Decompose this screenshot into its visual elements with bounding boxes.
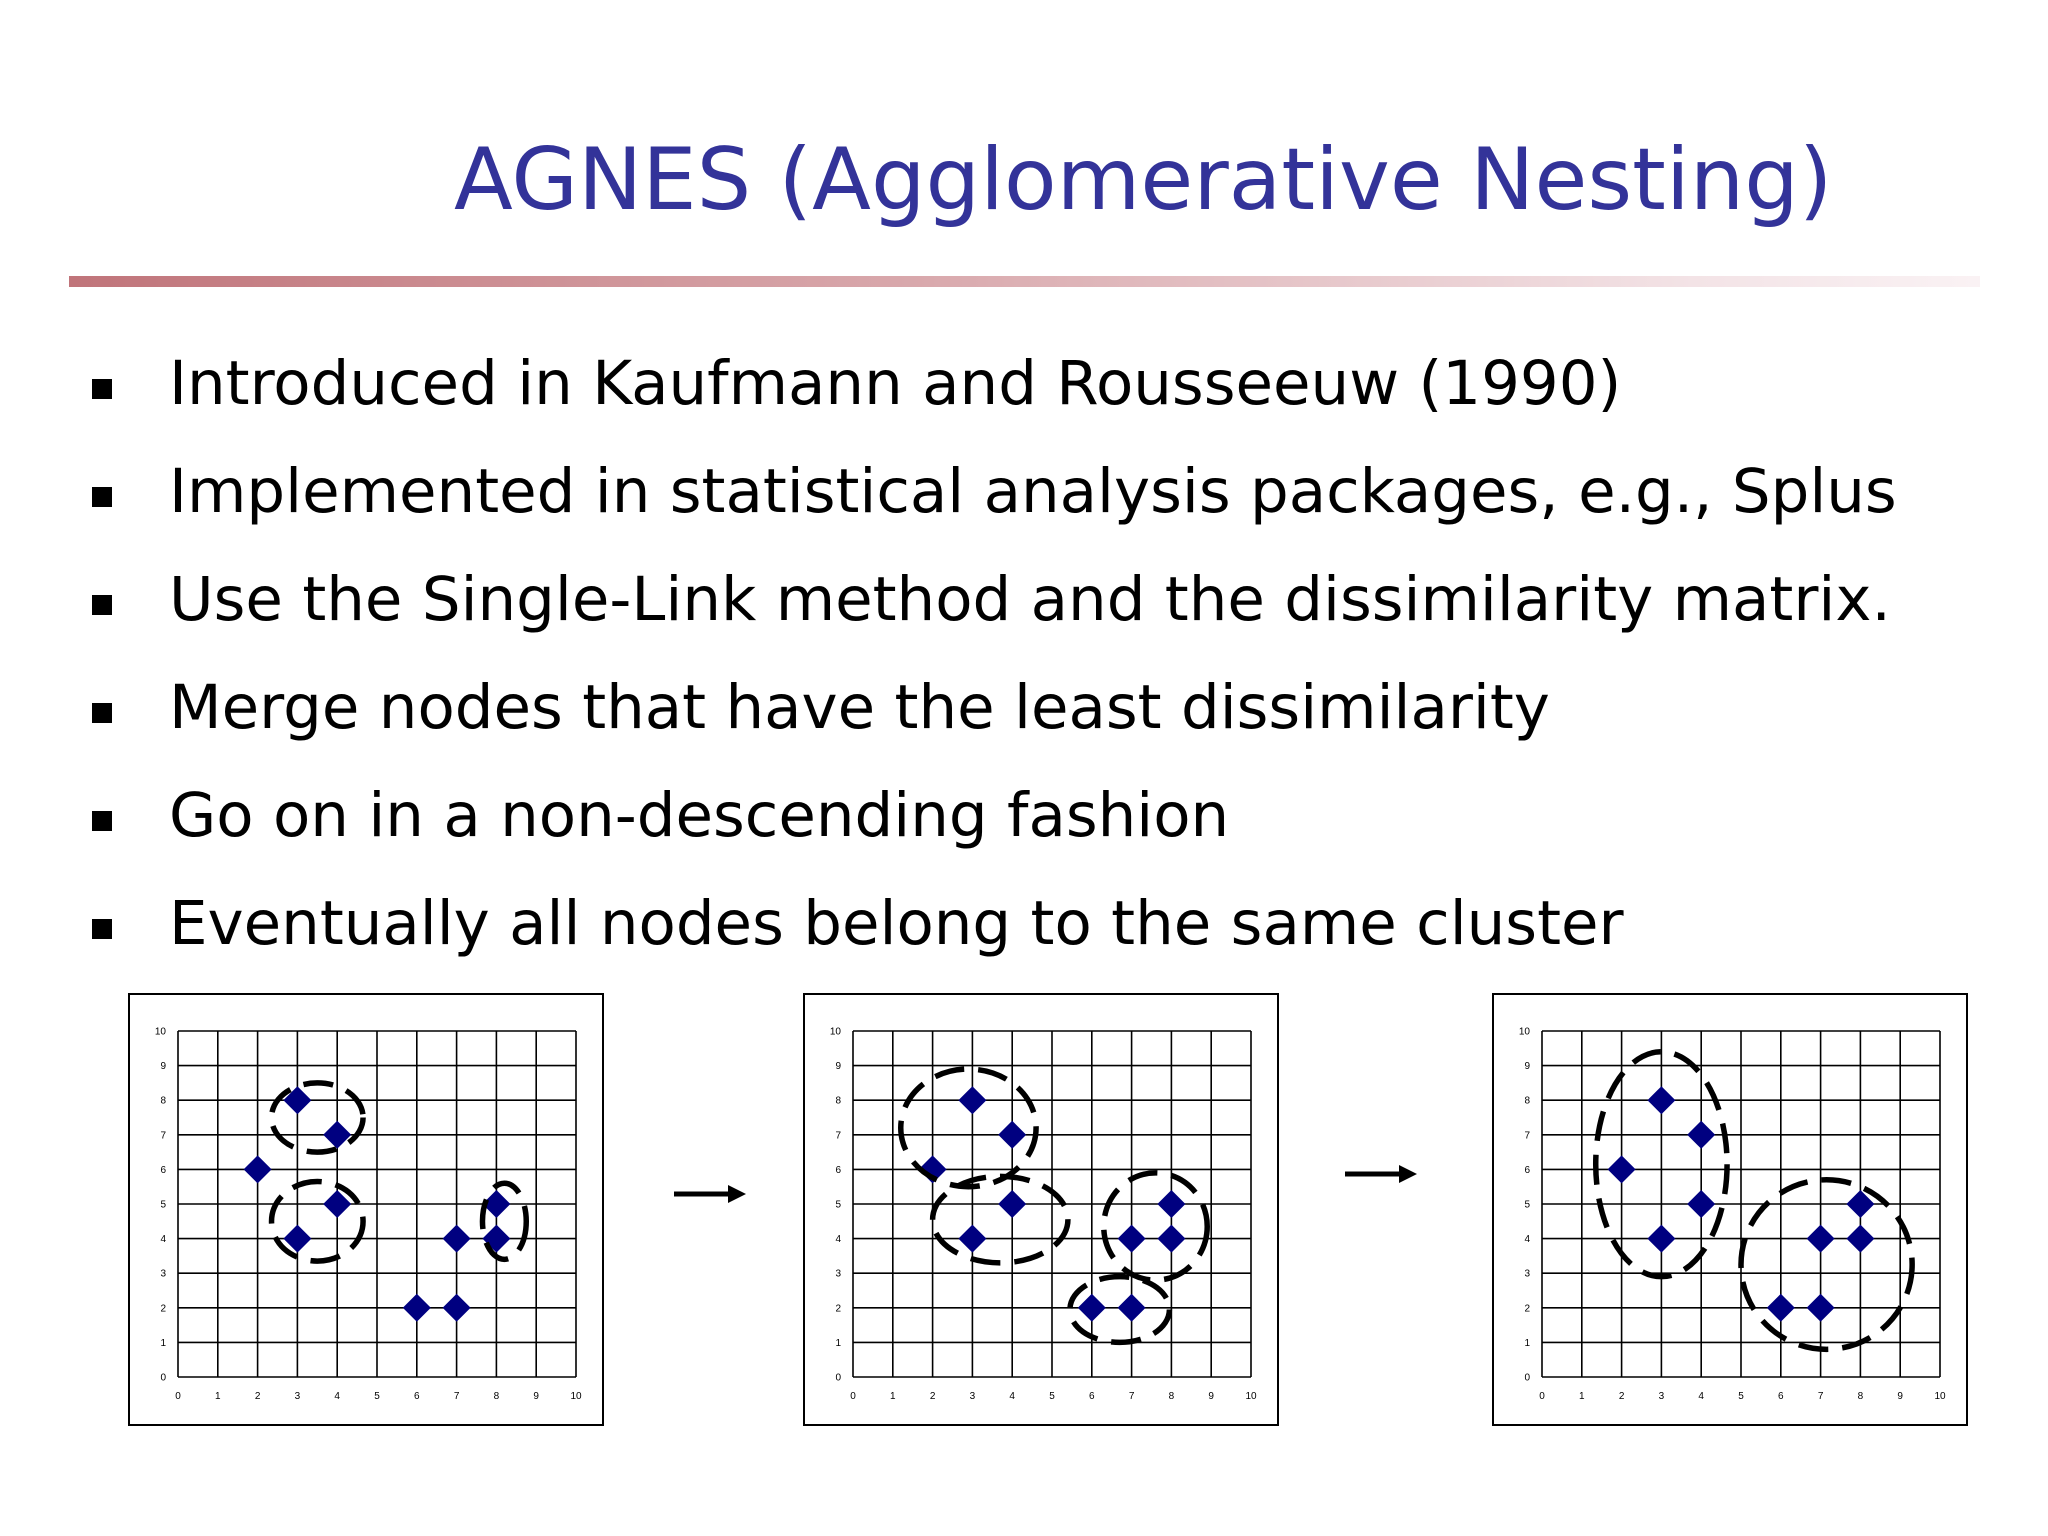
data-point-diamond — [1767, 1294, 1795, 1322]
y-tick-label: 5 — [1524, 1199, 1530, 1211]
cluster-boundary — [272, 1182, 364, 1262]
x-tick-label: 4 — [1009, 1391, 1015, 1402]
chart-canvas — [130, 995, 606, 1428]
y-tick-label: 0 — [835, 1372, 841, 1384]
bullet-square-icon — [92, 595, 112, 615]
x-tick-label: 2 — [254, 1391, 261, 1402]
y-tick-label: 6 — [160, 1164, 166, 1176]
x-tick-label: 0 — [850, 1391, 856, 1402]
y-tick-label: 3 — [1524, 1268, 1530, 1280]
data-point-diamond — [998, 1190, 1026, 1218]
y-tick-label: 1 — [835, 1337, 841, 1349]
x-tick-label: 2 — [1618, 1391, 1625, 1402]
right-arrow-icon — [1343, 1162, 1419, 1186]
bullet-text: Implemented in statistical analysis packages, e.g., Splus — [169, 456, 1897, 527]
x-tick-label: 7 — [1817, 1391, 1824, 1402]
x-tick-label: 4 — [334, 1391, 340, 1402]
x-tick-label: 3 — [969, 1391, 976, 1402]
y-tick-label: 2 — [1524, 1303, 1530, 1315]
bullet-square-icon — [92, 487, 112, 507]
y-tick-label: 10 — [154, 1026, 166, 1038]
bullet-text: Merge nodes that have the least dissimilarity — [169, 672, 1550, 743]
bullet-text: Introduced in Kaufmann and Rousseeuw (1990) — [169, 348, 1622, 419]
y-tick-label: 2 — [160, 1303, 166, 1315]
y-tick-label: 10 — [829, 1026, 841, 1038]
data-point-diamond — [323, 1121, 351, 1149]
x-tick-label: 6 — [1089, 1391, 1095, 1402]
y-tick-label: 1 — [160, 1337, 166, 1349]
y-tick-label: 4 — [835, 1234, 841, 1246]
data-point-diamond — [1846, 1225, 1874, 1253]
x-tick-label: 9 — [1208, 1391, 1214, 1402]
data-point-diamond — [958, 1086, 986, 1114]
x-tick-label: 7 — [1128, 1391, 1135, 1402]
right-arrow-icon — [672, 1182, 748, 1206]
y-tick-label: 0 — [160, 1372, 166, 1384]
data-point-diamond — [958, 1225, 986, 1253]
y-tick-label: 9 — [835, 1061, 841, 1073]
y-tick-label: 1 — [1524, 1337, 1530, 1349]
y-tick-label: 7 — [160, 1130, 166, 1142]
x-tick-label: 1 — [215, 1391, 221, 1402]
y-tick-label: 8 — [835, 1095, 841, 1107]
x-tick-label: 9 — [1897, 1391, 1903, 1402]
scatter-chart-step-2 — [803, 993, 1279, 1426]
scatter-chart-step-1 — [128, 993, 604, 1426]
data-point-diamond — [1807, 1294, 1835, 1322]
cluster-boundary — [933, 1176, 1068, 1263]
y-tick-label: 9 — [160, 1061, 166, 1073]
y-tick-label: 6 — [1524, 1164, 1530, 1176]
cluster-boundary — [272, 1083, 364, 1152]
y-tick-label: 5 — [160, 1199, 166, 1211]
y-tick-label: 4 — [1524, 1234, 1530, 1246]
x-tick-label: 9 — [533, 1391, 539, 1402]
x-tick-label: 5 — [1738, 1391, 1744, 1402]
x-tick-label: 2 — [929, 1391, 936, 1402]
cluster-boundary — [1741, 1180, 1912, 1350]
bullet-text: Go on in a non-descending fashion — [169, 780, 1230, 851]
x-tick-label: 6 — [1778, 1391, 1784, 1402]
bullet-text: Eventually all nodes belong to the same cluster — [169, 888, 1624, 959]
x-tick-label: 5 — [1049, 1391, 1055, 1402]
data-point-diamond — [1807, 1225, 1835, 1253]
y-tick-label: 2 — [835, 1303, 841, 1315]
data-point-diamond — [1118, 1225, 1146, 1253]
cluster-boundary — [1104, 1173, 1207, 1280]
y-tick-label: 8 — [1524, 1095, 1530, 1107]
bullet-square-icon — [92, 379, 112, 399]
x-tick-label: 6 — [414, 1391, 420, 1402]
x-tick-label: 7 — [453, 1391, 460, 1402]
x-tick-label: 0 — [1539, 1391, 1545, 1402]
chart-canvas — [805, 995, 1281, 1428]
x-tick-label: 3 — [1658, 1391, 1665, 1402]
y-tick-label: 0 — [1524, 1372, 1530, 1384]
bullet-square-icon — [92, 919, 112, 939]
x-tick-label: 10 — [570, 1391, 582, 1402]
y-tick-label: 4 — [160, 1234, 166, 1246]
x-tick-label: 10 — [1245, 1391, 1257, 1402]
data-point-diamond — [244, 1155, 272, 1183]
y-tick-label: 3 — [835, 1268, 841, 1280]
scatter-chart-step-3 — [1492, 993, 1968, 1426]
y-tick-label: 5 — [835, 1199, 841, 1211]
data-point-diamond — [443, 1294, 471, 1322]
x-tick-label: 5 — [374, 1391, 380, 1402]
data-point-diamond — [1157, 1225, 1185, 1253]
x-tick-label: 4 — [1698, 1391, 1704, 1402]
data-point-diamond — [1647, 1086, 1675, 1114]
data-point-diamond — [1118, 1294, 1146, 1322]
data-point-diamond — [403, 1294, 431, 1322]
x-tick-label: 8 — [493, 1391, 500, 1402]
slide-title: AGNES (Agglomerative Nesting) — [454, 130, 1833, 230]
chart-canvas — [1494, 995, 1970, 1428]
data-point-diamond — [1157, 1190, 1185, 1218]
title-divider — [69, 276, 1980, 287]
y-tick-label: 3 — [160, 1268, 166, 1280]
x-tick-label: 3 — [294, 1391, 301, 1402]
data-point-diamond — [1078, 1294, 1106, 1322]
y-tick-label: 6 — [835, 1164, 841, 1176]
y-tick-label: 10 — [1518, 1026, 1530, 1038]
data-point-diamond — [998, 1121, 1026, 1149]
y-tick-label: 7 — [1524, 1130, 1530, 1142]
x-tick-label: 10 — [1934, 1391, 1946, 1402]
x-tick-label: 0 — [175, 1391, 181, 1402]
data-point-diamond — [1608, 1155, 1636, 1183]
y-tick-label: 7 — [835, 1130, 841, 1142]
data-point-diamond — [443, 1225, 471, 1253]
data-point-diamond — [1687, 1121, 1715, 1149]
x-tick-label: 1 — [1579, 1391, 1585, 1402]
y-tick-label: 9 — [1524, 1061, 1530, 1073]
bullet-square-icon — [92, 703, 112, 723]
bullet-square-icon — [92, 811, 112, 831]
data-point-diamond — [1647, 1225, 1675, 1253]
x-tick-label: 1 — [890, 1391, 896, 1402]
y-tick-label: 8 — [160, 1095, 166, 1107]
bullet-text: Use the Single-Link method and the dissimilarity matrix. — [169, 564, 1891, 635]
x-tick-label: 8 — [1168, 1391, 1175, 1402]
cluster-boundary — [482, 1183, 526, 1259]
data-point-diamond — [1687, 1190, 1715, 1218]
x-tick-label: 8 — [1857, 1391, 1864, 1402]
